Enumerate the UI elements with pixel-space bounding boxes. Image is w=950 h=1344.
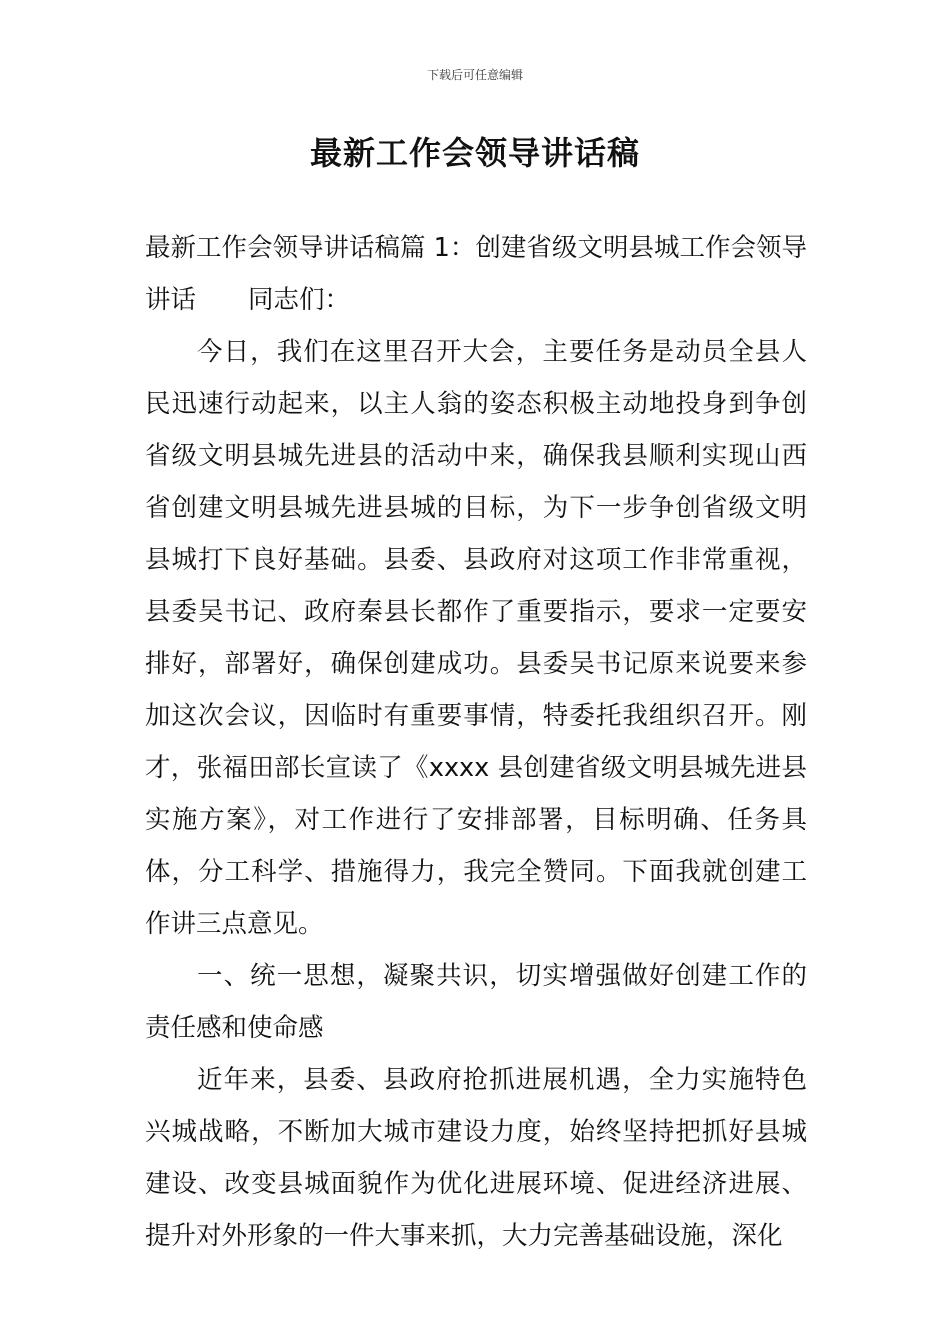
document-title: 最新工作会领导讲话稿: [309, 134, 640, 172]
intro-heading: 最新工作会领导讲话稿篇 1：创建省级文明县城工作会领导讲话: [145, 233, 807, 315]
intro-paragraph: [145, 222, 807, 326]
body-paragraph-2: 近年来，县委、县政府抢抓进展机遇，全力实施特色兴城战略，不断加大城市建设力度，始终坚持把抓好县城建设、改变县城面貌作为优化进展环境、促进经济进展、提升对外形象的一件大事来抓，大力完善基础设施，深化: [145, 1065, 807, 1251]
section-heading-1: 一、统一思想，凝聚共识，切实增强做好创建工作的责任感和使命感: [145, 961, 807, 1043]
salutation: 同志们：: [248, 285, 351, 315]
document-body: [145, 222, 807, 1262]
body-paragraph-1: 今日，我们在这里召开大会，主要任务是动员全县人民迅速行动起来，以主人翁的姿态积极主动地投身到争创省级文明县城先进县的活动中来，确保我县顺利实现山西省创建文明县城先进县城的目标，为下一步争创省级文明县城打下良好基础。县委、县政府对这项工作非常重视，县委吴书记、政府秦县长都作了重要指示，要求一定要安排好，部署好，确保创建成功。县委吴书记原来说要来参加这次会议，因临时有重要事情，特委托我组织召开。刚才，张福田部长宣读了《xxxx 县创建省级文明县城先进县实施方案》，对工作进行了安排部署，目标明确、任务具体，分工科学、措施得力，我完全赞同。下面我就创建工作讲三点意见。: [145, 337, 807, 939]
header-note: 下载后可任意编辑: [426, 68, 523, 82]
